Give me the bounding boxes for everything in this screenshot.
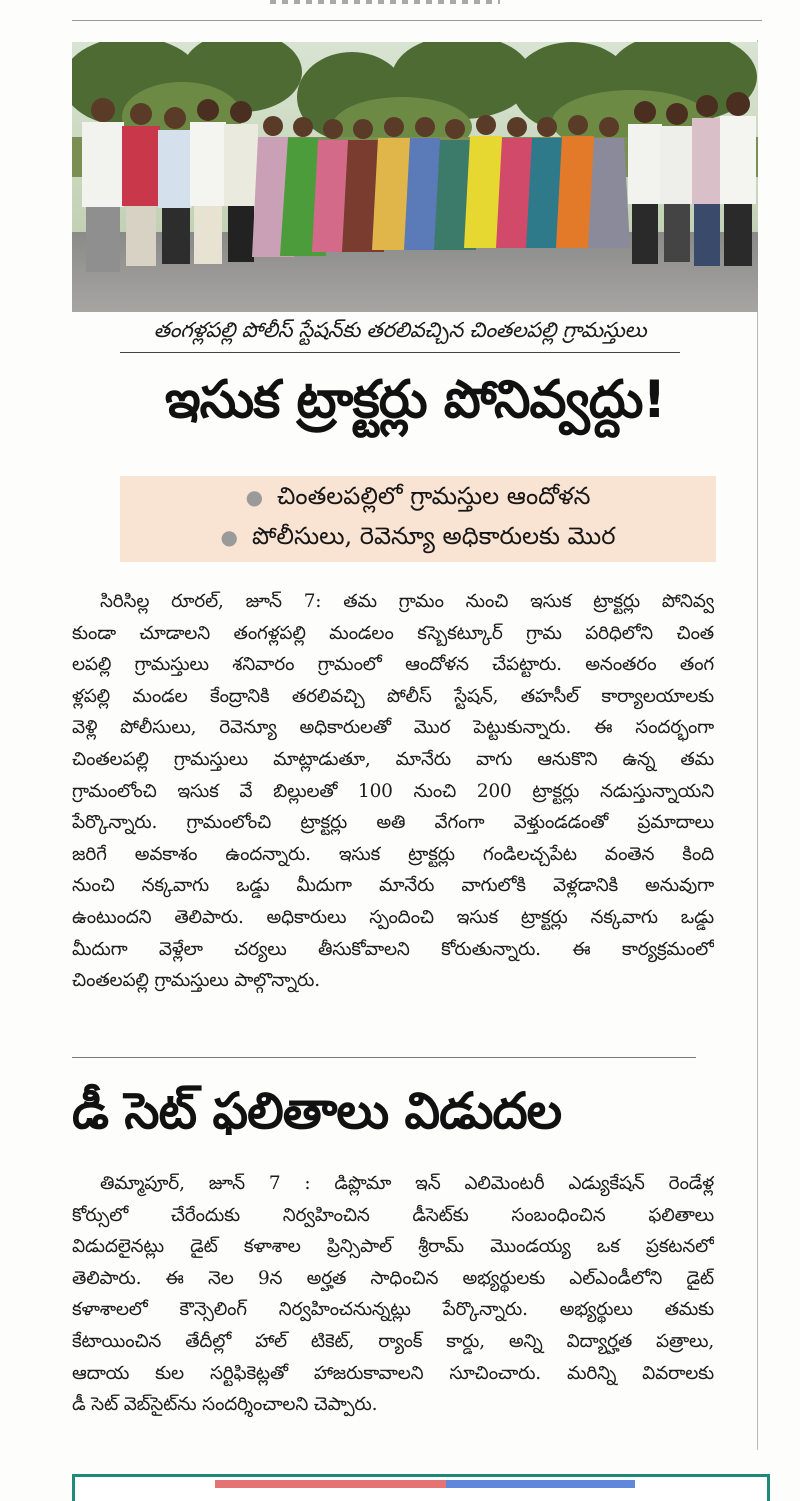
- body-line: సిరిసిల్ల రూరల్, జూన్ 7: తమ గ్రామం నుంచి ఇసుక ట్రాక్టర్లు పోనివ్వ: [100, 591, 714, 612]
- article1-highlights-box: [120, 476, 716, 562]
- caption-underline: [120, 352, 680, 353]
- cropped-next-article-box: [72, 1474, 770, 1501]
- body-line: ళ్లపల్లి మండల కేంద్రానికి తరలివచ్చి పోలీస్ స్టేషన్, తహసీల్ కార్యాలయాలకు: [72, 685, 714, 707]
- body-line: నుంచి నక్కవాగు ఒడ్డు మీదుగా మానేరు వాగులోకి వెళ్లడానికి అనువుగా: [72, 875, 714, 897]
- body-line: జరిగే అవకాశం ఉందన్నారు. ఇసుక ట్రాక్టర్లు గండిలచ్చపేట వంతెన కింది: [72, 843, 714, 865]
- body-line: కుండా చూడాలని తంగళ్లపల్లి మండలం కస్బెకట్కూర్ గ్రామ పరిధిలోని చింత: [72, 622, 714, 644]
- body-line: వెళ్లి పోలీసులు, రెవెన్యూ అధికారులతో మొర పెట్టుకున్నారు. ఈ సందర్భంగా: [72, 717, 714, 739]
- photo-illustration: [72, 42, 758, 312]
- article1-headline: ఇసుక ట్రాక్టర్లు పోనివ్వద్దు!: [164, 370, 666, 430]
- article2-headline: డీ సెట్ ఫలితాలు విడుదల: [72, 1082, 562, 1140]
- body-line: తెలిపారు. ఈ నెల 9న అర్హత సాధించిన అభ్యర్థులకు ఎల్ఎండీలోని డైట్: [72, 1267, 714, 1289]
- highlight-item: ● చింతలపల్లిలో గ్రామస్తుల ఆందోళన: [245, 482, 591, 510]
- body-line: ఉంటుందని తెలిపారు. అధికారులు స్పందించి ఇసుక ట్రాక్టర్లు నక్కవాగు ఒడ్డు: [72, 906, 714, 928]
- bullet-icon: ●: [220, 525, 238, 549]
- photo-caption: తంగళ్లపల్లి పోలీస్ స్టేషన్‌కు తరలివచ్చిన చింతలపల్లి గ్రామస్తులు: [153, 318, 647, 342]
- body-line: లపల్లి గ్రామస్తులు శనివారం గ్రామంలో ఆందోళన చేపట్టారు. అనంతరం తంగ: [72, 654, 714, 676]
- cropped-next-headline: [215, 1480, 635, 1488]
- cropped-previous-article-edge: [270, 0, 500, 6]
- article1-body: [72, 586, 714, 997]
- body-line: చింతలపల్లి గ్రామస్తులు మాట్లాడుతూ, మానేరు వాగు ఆనుకొని ఉన్న తమ: [72, 748, 714, 770]
- body-line: మీదుగా వెళ్లేలా చర్యలు తీసుకోవాలని కోరుతున్నారు. ఈ కార్యక్రమంలో: [72, 938, 714, 960]
- body-line: డీ సెట్ వెబ్‌సైట్‌ను సందర్శించాలని చెప్పారు.: [72, 1394, 378, 1416]
- body-line: చింతలపల్లి గ్రామస్తులు పాల్గొన్నారు.: [72, 970, 320, 992]
- body-line: గ్రామంలోంచి ఇసుక వే బిల్లులతో 100 నుంచి 200 ట్రాక్టర్లు నడుస్తున్నాయని: [72, 780, 714, 802]
- body-line: ఆదాయ కుల సర్టిఫికెట్లతో హాజరుకావాలని సూచించారు. మరిన్ని వివరాలకు: [72, 1362, 714, 1384]
- body-line: విడుదలైనట్లు డైట్ కళాశాల ప్రిన్సిపాల్ శ్రీరామ్ మొండయ్య ఒక ప్రకటనలో: [72, 1236, 714, 1258]
- body-line: కోర్సులో చేరేందుకు నిర్వహించిన డీసెట్‌కు సంబంధించిన ఫలితాలు: [72, 1204, 714, 1226]
- body-line: కళాశాలలో కౌన్సెలింగ్ నిర్వహించనున్నట్లు పేర్కొన్నారు. అభ్యర్థులు తమకు: [72, 1299, 714, 1321]
- article-divider: [72, 1057, 696, 1058]
- body-line: కేటాయించిన తేదీల్లో హాల్ టికెట్, ర్యాంక్ కార్డు, అన్ని విద్యార్హత పత్రాలు,: [72, 1330, 714, 1352]
- article2-body: [72, 1168, 714, 1421]
- news-photo-villagers: [72, 42, 758, 312]
- body-line: తిమ్మాపూర్, జూన్ 7 : డిప్లొమా ఇన్ ఎలిమెంటరీ ఎడ్యుకేషన్ రెండేళ్ల: [100, 1173, 714, 1194]
- top-divider: [72, 20, 762, 21]
- highlight-item: ● పోలీసులు, రెవెన్యూ అధికారులకు మొర: [220, 522, 616, 550]
- body-line: పేర్కొన్నారు. గ్రామంలోంచి ట్రాక్టర్లు అతి వేగంగా వెళ్తుండడంతో ప్రమాదాలు: [72, 812, 714, 834]
- bullet-icon: ●: [245, 485, 264, 509]
